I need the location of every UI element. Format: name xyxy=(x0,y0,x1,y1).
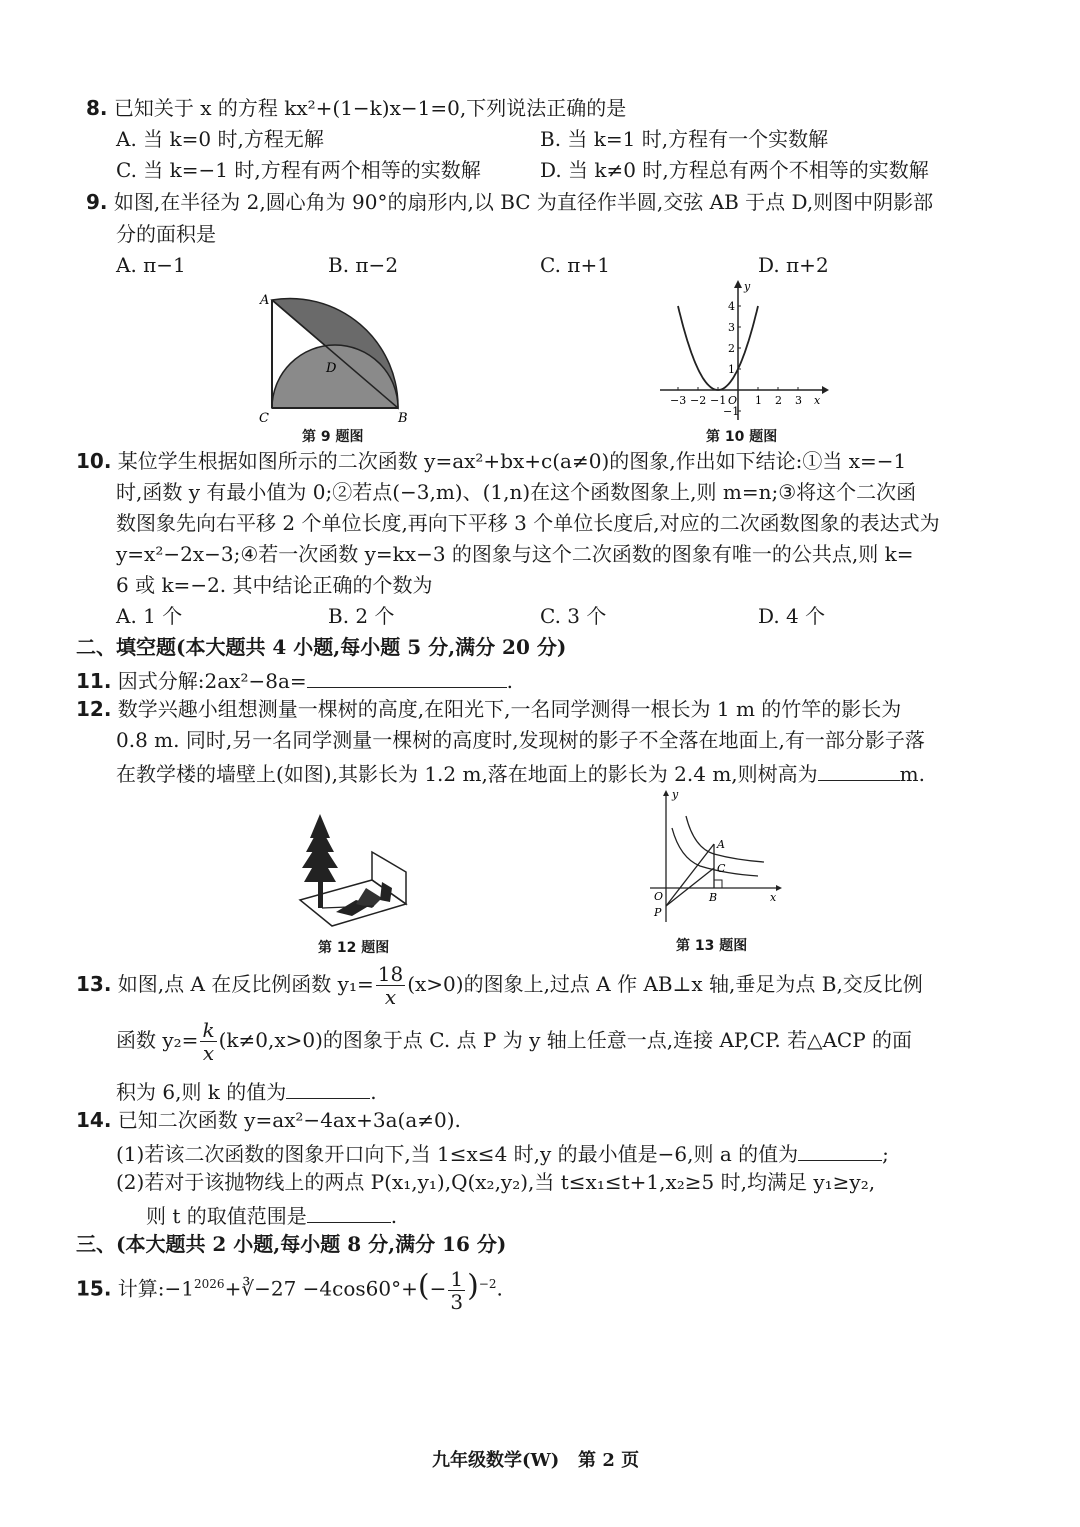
q8-number: 8. xyxy=(86,96,108,120)
q13-answer-blank[interactable] xyxy=(286,1076,370,1099)
q10-line4: y=x²−2x−3;④若一次函数 y=kx−3 的图象与这个二次函数的图象有唯一的公共点,则 k= xyxy=(116,542,914,566)
figure-10-xtick: 3 xyxy=(795,394,802,407)
q8-stem: 已知关于 x 的方程 kx²+(1−k)x−1=0,下列说法正确的是 xyxy=(113,96,627,120)
figure-12-caption: 第 12 题图 xyxy=(318,940,390,956)
figure-10-ytick: 1 xyxy=(728,363,735,376)
q15-number: 15. xyxy=(76,1276,112,1301)
q8-option-a: A. 当 k=0 时,方程无解 xyxy=(116,127,324,151)
figure-13-x-arrow xyxy=(776,885,782,891)
q12-line3: 在教学楼的墙壁上(如图),其影长为 1.2 m,落在地面上的影长为 2.4 m,则树高为 xyxy=(116,762,818,786)
figure-10-y-arrow xyxy=(734,280,742,288)
figure-13-segment-cp xyxy=(666,868,714,906)
q15-fraction-one-third xyxy=(448,1268,465,1313)
figure-13 xyxy=(646,788,786,928)
q15-left-paren: ( xyxy=(417,1268,430,1304)
q15-frac-num: 1 xyxy=(450,1266,464,1291)
figure-9-label-a: A xyxy=(260,293,270,308)
q15-exponent: 2026 xyxy=(194,1277,225,1291)
figure-13-right-angle xyxy=(714,880,722,888)
figure-13-label-o: O xyxy=(654,890,664,903)
page-footer: 九年级数学(W) 第 2 页 xyxy=(432,1450,640,1471)
q10-option-a: A. 1 个 xyxy=(116,604,183,628)
q13-line1b: (x>0)的图象上,过点 A 作 AB⊥x 轴,垂足为点 B,交反比例 xyxy=(407,972,923,996)
q13-line1a: 如图,点 A 在反比例函数 y₁= xyxy=(117,972,374,996)
figure-12 xyxy=(296,808,412,936)
q15-end: . xyxy=(496,1276,503,1301)
q13-end: . xyxy=(370,1080,377,1104)
q12-line1: 数学兴趣小组想测量一棵树的高度,在阳光下,一名同学测得一根长为 1 m 的竹竿的影长为 xyxy=(117,697,902,721)
q14-part2-cont: 则 t 的取值范围是 xyxy=(146,1204,307,1228)
q13-number: 13. xyxy=(76,972,112,996)
q10-option-b: B. 2 个 xyxy=(328,604,395,628)
figure-10-ytick: 4 xyxy=(728,300,735,313)
q12-answer-blank[interactable] xyxy=(818,758,900,781)
figure-10-xtick: −3 xyxy=(670,394,687,407)
q13-fraction-k-over-x xyxy=(200,1019,216,1064)
q14-number: 14. xyxy=(76,1108,112,1132)
q10-number: 10. xyxy=(76,449,112,473)
figure-10-x-arrow xyxy=(822,386,829,394)
q9-option-b: B. π−2 xyxy=(328,253,399,277)
figure-10-origin: O xyxy=(728,394,738,407)
figure-9 xyxy=(250,288,420,428)
q14-part1-end: ; xyxy=(882,1142,889,1166)
q10-option-c: C. 3 个 xyxy=(540,604,607,628)
figure-13-label-y: y xyxy=(672,788,679,801)
figure-13-caption: 第 13 题图 xyxy=(676,938,748,954)
q10-line5: 6 或 k=−2. 其中结论正确的个数为 xyxy=(116,573,433,597)
figure-10-xtick: 1 xyxy=(755,394,762,407)
figure-10-ytick: 2 xyxy=(728,342,735,355)
figure-13-curve-y2 xyxy=(672,828,758,876)
q10-line3: 数图象先向右平移 2 个单位长度,再向下平移 3 个单位长度后,对应的二次函数图象的表达式为 xyxy=(116,511,940,535)
q10-line1: 某位学生根据如图所示的二次函数 y=ax²+bx+c(a≠0)的图象,作出如下结论:①当 x=−1 xyxy=(117,449,907,473)
q11-text: 因式分解:2ax²−8a= xyxy=(117,669,307,693)
q10-line2: 时,函数 y 有最小值为 0;②若点(−3,m)、(1,n)在这个函数图象上,则 m=n;③将这个二次函 xyxy=(116,480,917,504)
figure-10-xlabel: x xyxy=(814,394,821,407)
q13-frac2-num: k xyxy=(202,1018,215,1042)
figure-13-label-b: B xyxy=(709,891,718,904)
figure-10-parabola xyxy=(678,306,758,390)
q14-part2: (2)若对于该抛物线上的两点 P(x₁,y₁),Q(x₂,y₂),当 t≤x₁≤t+1,x₂≥5 时,均满足 y₁≥y₂, xyxy=(116,1170,876,1194)
figure-9-label-b: B xyxy=(398,411,408,426)
q15-part-b: +∛−27 −4cos60°+ xyxy=(224,1276,418,1301)
figure-10-xtick: −1 xyxy=(710,394,727,407)
q10-option-d: D. 4 个 xyxy=(758,604,826,628)
figure-13-label-p: P xyxy=(654,906,662,919)
figure-9-label-c: C xyxy=(259,411,269,426)
q13-line2a: 函数 y₂= xyxy=(116,1028,199,1052)
q9-option-c: C. π+1 xyxy=(540,253,610,277)
q15-part-a: 计算:−1 xyxy=(117,1276,195,1301)
figure-13-curve-y1 xyxy=(686,816,764,862)
figure-13-segment-ap xyxy=(666,844,714,906)
figure-10-ytick: −1 xyxy=(723,405,740,418)
section-3-title: 三、(本大题共 2 小题,每小题 8 分,满分 16 分) xyxy=(76,1232,507,1256)
q9-stem-line1: 如图,在半径为 2,圆心角为 90°的扇形内,以 BC 为直径作半圆,交弦 AB 于点 D,则图中阴影部 xyxy=(113,190,934,214)
figure-10-chart xyxy=(656,280,832,425)
figure-9-label-d: D xyxy=(326,361,337,376)
q11-number: 11. xyxy=(76,669,112,693)
q13-line3: 积为 6,则 k 的值为 xyxy=(116,1080,287,1104)
q11-answer-blank[interactable] xyxy=(307,665,507,688)
tree-icon xyxy=(302,814,338,908)
q11-end: . xyxy=(506,669,514,693)
q13-frac1-den: x xyxy=(384,985,397,1009)
figure-10-xtick: −2 xyxy=(690,394,707,407)
figure-13-y-arrow xyxy=(663,790,669,796)
q13-fraction-18-over-x xyxy=(376,963,405,1008)
q12-number: 12. xyxy=(76,697,112,721)
figure-13-label-x: x xyxy=(770,891,777,904)
figure-10-xtick: 2 xyxy=(775,394,782,407)
q9-number: 9. xyxy=(86,190,108,214)
figure-13-label-a: A xyxy=(717,838,725,851)
q12-line2: 0.8 m. 同时,另一名同学测量一棵树的高度时,发现树的影子不全落在地面上,有一部分影子落 xyxy=(116,728,925,752)
q9-option-a: A. π−1 xyxy=(116,253,186,277)
q13-frac2-den: x xyxy=(202,1041,215,1065)
figure-13-label-c: C xyxy=(717,862,726,875)
q14-part2-end: . xyxy=(390,1204,398,1228)
q15-frac-den: 3 xyxy=(450,1289,464,1314)
q13-line2b: (k≠0,x>0)的图象于点 C. 点 P 为 y 轴上任意一点,连接 AP,CP. 若△ACP 的面 xyxy=(218,1028,913,1052)
q8-option-d: D. 当 k≠0 时,方程总有两个不相等的实数解 xyxy=(540,158,929,182)
figure-10-ylabel: y xyxy=(744,280,751,293)
q12-unit: m. xyxy=(899,762,925,786)
q15-right-paren: ) xyxy=(467,1268,479,1304)
q15-paren-exponent: −2 xyxy=(478,1277,497,1291)
q9-stem-line2: 分的面积是 xyxy=(116,222,216,246)
q8-option-b: B. 当 k=1 时,方程有一个实数解 xyxy=(540,127,829,151)
figure-10-ytick: 3 xyxy=(728,321,735,334)
figure-10-caption: 第 10 题图 xyxy=(706,429,778,445)
figure-9-caption: 第 9 题图 xyxy=(302,429,364,445)
q13-frac1-num: 18 xyxy=(377,962,404,986)
q9-option-d: D. π+2 xyxy=(758,253,829,277)
q14-part1: (1)若该二次函数的图象开口向下,当 1≤x≤4 时,y 的最小值是−6,则 a 的值为 xyxy=(116,1142,799,1166)
q14-part1-blank[interactable] xyxy=(798,1138,882,1161)
section-2-title: 二、填空题(本大题共 4 小题,每小题 5 分,满分 20 分) xyxy=(76,635,567,659)
q14-part2-blank[interactable] xyxy=(307,1200,391,1223)
q14-stem: 已知二次函数 y=ax²−4ax+3a(a≠0). xyxy=(117,1108,461,1132)
q8-option-c: C. 当 k=−1 时,方程有两个相等的实数解 xyxy=(116,158,481,182)
